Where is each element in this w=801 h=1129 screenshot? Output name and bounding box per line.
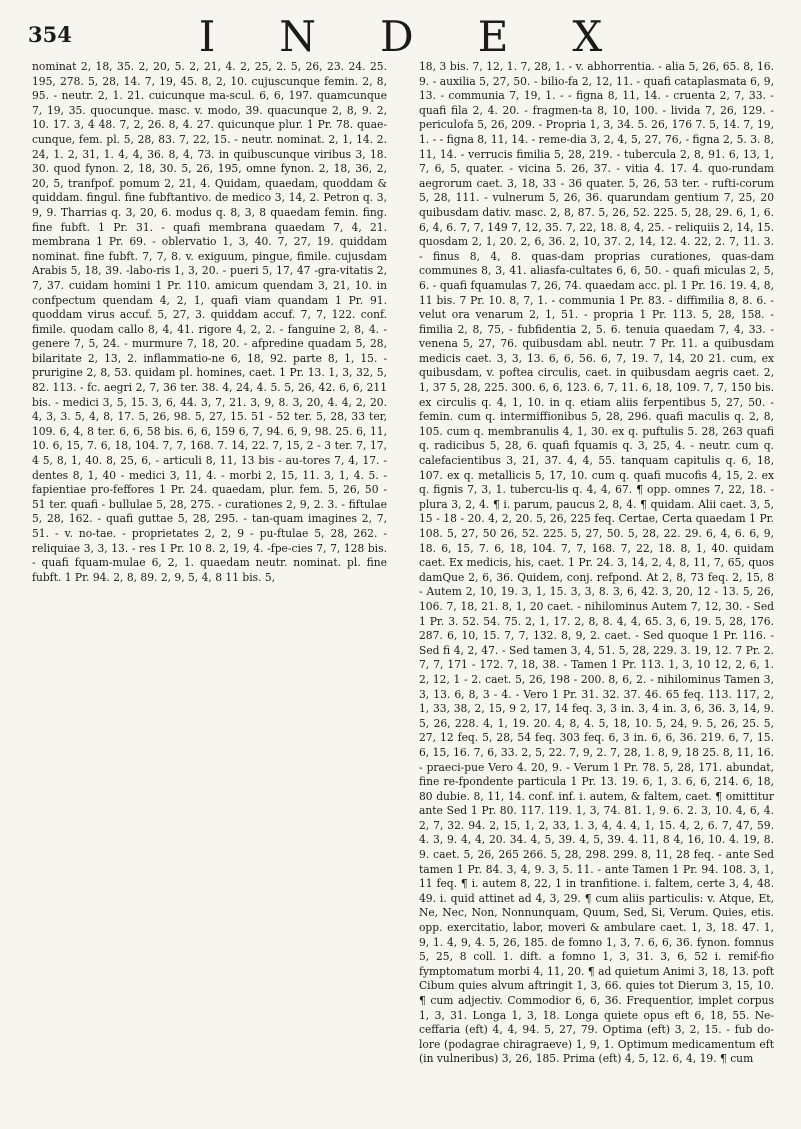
right-column-text: 18, 3 bis. 7, 12, 1. 7, 28, 1. - v. abhorrentia. - alia 5, 26, 65. 8, 16. 9. - auxilia 5, 27, 50. - bilio-fa 2, 12, 11. - quafi cataplasmata 6, 9, 13. - communia 7, 19, 1. - - figna 8, 11, 14. - cruenta 2, 7, 33. - quafi fila 2, 4. 20. - fragmen-ta 8, 10, 100. - livida 7, 26, 129. - periculofa 5, 26, 209. - Propria 1, 3, 34. 5. 26, 176 7. 5, 14. 7, 19, 1. - - figna 8, 11, 14. - reme-dia 3, 2, 4, 5, 27, 76, - figna 2, 5. 3. 8, 11, 14. - verrucis fimilia 5, 28, 219. - tubercula 2, 8, 91. 6, 13, 1, 7, 6, 5, quater. - vicina 5. 26, 37. - vitia 4. 17. 4. quo-rundam aegrorum caet. 3, 18, 33 - 36 quater. 5, 26, 53 ter. - rufti-corum 5, 28, 111. - vulnerum 5, 26, 36. quarundam gentium 7, 25, 20 quibusdam dativ. masc. 2, 8, 87. 5, 26, 52. 225. 5, 28, 29. 6, 1, 6. 6, 4, 6. 7, 7, 149 7, 12, 35. 7, 22, 18. 8, 4, 25. - reliquiis 2, 14, 15. quosdam 2, 1, 20. 2, 6, 36. 2, 10, 37. 2, 14, 12. 4. 22, 2. 7, 11. 3. - finus 8, 4, 8. quas-dam proprias curationes, quas-dam communes 8, 3, 41. aliasfa-cultates 6, 6, 50. - quafi miculas 2, 5, 6. - quafi fquamulas 7, 26, 74. quaedam acc. pl. 1 Pr. 16. 19. 4, 8, 11 bis. 7 Pr. 10. 8, 7, 1. - communia 1 Pr. 83. - diffimilia 8, 8. 6. - velut ora venarum 2, 1, 51. - propria 1 Pr. 113. 5, 28, 158. - fimilia 2, 8, 75, - fubfidentia 2, 5. 6. tenuia quaedam 7, 4, 33. - venena 5, 27, 76. quibusdam abl. neutr. 7 Pr. 11. a quibusdam medicis caet. 3, 3, 13. 6, 6, 56. 6, 7, 19. 7, 14, 20 21. cum, ex quibusdam, v. poftea circulis, caet. in quibusdam aegris caet. 2, 1, 37 5, 28, 225. 300. 6, 6, 123. 6, 7, 11. 6, 18, 109. 7, 7, 150 bis. ex circulis q. 4, 1, 10. in q. etiam aliis ferpentibus 5, 27, 50. - femin. cum q. intermiffionibus 5, 28, 296. quafi maculis q. 2, 8, 105. cum q. membranulis 4, 1, 30. ex q. puftulis 5. 28, 263 quafi q. radicibus 5, 28, 6. quafi fquamis q. 3, 25, 4. - neutr. cum q. calefacientibus 3, 21, 37. 4, 4, 55. tanquam capitulis q. 6, 18, 107. ex q. metallicis 5, 17, 10. cum q. quafi mucofis 4, 15, 2. ex q. fignis 7, 3, 1. tubercu-lis q. 4, 4, 67. ¶ opp. omnes 7, 22, 18. - plura 3, 2, 4. ¶ i. parum, paucus 2, 8, 4. ¶ quidam. Alii caet. 3, 5, 15 - 18 - 20. 4, 2, 20. 5, 26, 225 feq. Certae, Certa quaedam 1 Pr. 108. 5, 27, 50 26, 52. 225. 5, 27, 50. 5, 28, 22. 29. 6, 4, 6. 6, 9, 18. 6, 15, 7. 6, 18, 104. 7, 7, 168. 7, 22, 18. 8, 1, 40. quidam caet. Ex medicis, his, caet. 1 Pr. 24. 3, 14, 2, 4, 8, 11, 7, 65, quos damQue 2, 6, 36. Quidem, conj. refpond. At 2, 8, 73 feq. 2, 15, 8 - Autem 2, 10, 19. 3, 1, 15. 3, 3, 8. 3, 6, 42. 3, 20, 12 - 13. 5, 26, 106. 7, 18, 21. 8, 1, 20 caet. - nihilominus Autem 7, 12, 30. - Sed 1 Pr. 3. 52. 54. 75. 2, 1, 17. 2, 8, 8. 4, 4, 65. 3, 6, 19. 5, 28, 176. 287. 6, 10, 15. 7, 7, 132. 8, 9, 2. caet. - Sed quoque 1 Pr. 116. - Sed fi 4, 2, 47. - Sed tamen 3, 4, 51. 5, 28, 229. 3. 19, 12. 7 Pr. 2. 7, 7, 171 - 172. 7, 18, 38. - Tamen 1 Pr. 113. 1, 3, 10 12, 2, 6, 1. 2, 12, 1 - 2. caet. 5, 26, 198 - 200. 8, 6, 2. - nihilominus Tamen 3, 3, 13. 6, 8, 3 - 4. - Vero 1 Pr. 31. 32. 37. 46. 65 feq. 113. 117, 2, 1, 33, 38, 2, 15, 9 2, 17, 14 feq. 3, 3 in. 3, 4 in. 3, 6, 36. 3, 14, 9. 5, 26, 228. 4, 1, 19. 20. 4, 8, 4. 5, 18, 10. 5, 24, 9. 5, 26, 25. 5, 27, 12 feq. 5, 28, 54 feq. 303 feq. 6, 3 in. 6, 6, 36. 219. 6, 7, 15. 6, 15, 16. 7, 6, 33. 2, 5, 22. 7, 9, 2. 7, 28, 1. 8, 9, 18 25. 8, 11, 16. - praeci-pue Vero 4. 20, 9. - Verum 1 Pr. 78. 5, 28, 171. abundat, fine re-fpondente particula 1 Pr. 13. 19. 6, 1, 3. 6, 6, 214. 6, 18, 80 dubie. 8, 11, 14. conf. inf. i. autem, & faltem, caet. ¶ omittitur ante Sed 1 Pr. 80. 117. 119. 1, 3, 74. 81. 1, 9. 6. 2. 3, 10. 4, 6, 4. 2, 7, 32. 94. 2, 15, 1, 2, 33, 1. 3, 4, 4. 4, 1, 15. 4, 2, 6. 7, 47, 59. 4. 3, 9. 4, 4, 20. 34. 4, 5, 39. 4, 5, 39. 4. 11, 8 4, 16, 10. 4. 19, 8. 9. caet. 5, 26, 265 266. 5, 28, 298. 299. 8, 11, 28 feq. - ante Sed tamen 1 Pr. 84. 3, 4, 9. 3, 5. 11. - ante Tamen 1 Pr. 94. 108. 3, 1, 11 feq. ¶ i. autem 8, 22, 1 in tranfitione. i. faltem, certe 3, 4, 48. 49. i. quid attinet ad 4, 3, 29. ¶ cum aliis particulis: v. Atque, Et, Ne, Nec, Non, Nonnunquam, Quum, Sed, Si, Verum. Quies, etis. opp. exercitatio, labor, moveri & ambulare caet. 1, 3, 18. 47. 1, 9, 1. 4, 9, 4. 5, 26, 185. de fomno 1, 3, 7. 6, 6, 36. fynon. fomnus 5, 25, 8 coll. 1. dift. a fomno 1, 3, 31. 3, 6, 52 i. remif-fio fymptomatum morbi 4, 11, 20. ¶ ad quietum Animi 3, 18, 13. poft Cibum quies alvum aftringit 1, 3, 66. quies tot Dierum 3, 15, 10. ¶ cum adjectiv. Commodior 6, 6, 36. Frequentior, implet corpus 1, 3, 31. Longa 1, 3, 18. Longa quiete opus eft 6, 18, 55. Ne-ceffaria (eft) 4, 4, 94. 5, 27, 79. Optima (eft) 3, 2, 15. - fub do-lore (podagrae chiragraeve) 1, 9, 1. Optimum medicamentum eft (in vulneribus) 3, 26, 185. Prima (eft) 4, 5, 12. 6, 4, 19. ¶ cum — [419, 60, 774, 1066]
left-column-text: nominat 2, 18, 35. 2, 20, 5. 2, 21, 4. 2, 25, 2. 5, 26, 23. 24. 25. 195, 278. 5, 28, 14. 7, 19, 45. 8, 2, 10. cujuscunque femin. 2, 8, 95. - neutr. 2, 1. 21. cuicunque ma-scul. 6, 6, 197. quamcunque 7, 19, 35. quocunque. masc. v. modo, 39. quacunque 2, 8, 9. 2, 10. 17. 3, 4 48. 7, 2, 26. 8, 4. 27. quicunque plur. 1 Pr. 78. quae-cunque, fem. pl. 5, 28, 83. 7, 22, 15. - neutr. nominat. 2, 1, 14. 2. 24, 1. 2, 31, 1. 4, 4, 36. 8, 4, 73. in quibuscunque viribus 3, 18. 30. quod fynon. 2, 18, 30. 5, 26, 195, omne fynon. 2, 18, 36, 2, 20, 5, tranfpof. pomum 2, 21, 4. Quidam, quaedam, quoddam & quiddam. fingul. fine fubftantivo. de medico 3, 14, 2. Petron q. 3, 9, 9. Tharrias q. 3, 20, 6. modus q. 8, 3, 8 quaedam femin. fing. fine fubft. 1 Pr. 31. - quafi membrana quaedam 7, 4, 21. membrana 1 Pr. 69. - oblervatio 1, 3, 40. 7, 27, 19. quiddam nominat. fine fubft. 7, 7, 8. v. exiguum, pingue, fimile. cujusdam Arabis 5, 18, 39. -labo-ris 1, 3, 20. - pueri 5, 17, 47 -gra-vitatis 2, 7, 37. cuidam homini 1 Pr. 110. amicum quendam 3, 21, 10. in confpectum quendam 4, 2, 1, quafi viam quandam 1 Pr. 91. quoddam virus accuf. 5, 27, 3. quiddam accuf. 7, 7, 122. conf. fimile. quodam callo 8, 4, 41. rigore 4, 2, 2. - fanguine 2, 8, 4. - genere 7, 5, 24. - murmure 7, 18, 20. - afpredine quadam 5, 28, bilaritate 2, 13, 2. inflammatio-ne 6, 18, 92. parte 8, 1, 15. - prurigine 2, 8, 53. quidam pl. homines, caet. 1 Pr. 13. 1, 3, 32, 5, 82. 113. - fc. aegri 2, 7, 36 ter. 38. 4, 24, 4. 5. 5, 26, 42. 6, 6, 211 bis. - medici 3, 5, 15. 3, 6, 44. 3, 7, 21. 3, 9, 8. 3, 20, 4. 4, 2, 20. 4, 3, 3. 5, 4, 8, 17. 5, 26, 98. 5, 27, 15. 51 - 52 ter. 5, 28, 33 ter, 109. 6, 4, 8 ter. 6, 6, 58 bis. 6, 6, 159 6, 7, 94. 6, 9, 98. 25. 6, 11, 10. 6, 15, 7. 6, 18, 104. 7, 7, 168. 7. 14, 22. 7, 15, 2 - 3 ter. 7, 17, 4 5, 8, 1, 40. 8, 25, 6, - articuli 8, 11, 13 bis - au-tores 7, 4, 17. - dentes 8, 1, 40 - medici 3, 11, 4. - morbi 2, 15, 11. 3, 1, 4. 5. - fapientiae pro-feffores 1 Pr. 24. quaedam, plur. fem. 5, 26, 50 - 51 ter. quafi - bullulae 5, 28, 275. - curationes 2, 9, 2. 3. - fiftulae 5, 28, 162. - quafi guttae 5, 28, 295. - tan-quam imagines 2, 7, 51. - v. no-tae. - proprietates 2, 2, 9 - pu-ftulae 5, 28, 262. - reliquiae 3, 3, 13. - res 1 Pr. 10 8. 2, 19, 4. -fpe-cies 7, 7, 128 bis. - quafi fquam-mulae 6, 2, 1. quaedam neutr. nominat. pl. fine fubft. 1 Pr. 94. 2, 8, 89. 2, 9, 5, 4, 8 11 bis. 5, — [32, 60, 387, 584]
index-columns — [32, 60, 774, 1122]
right-column — [419, 60, 774, 1120]
page-header — [0, 12, 801, 61]
running-head: INDEX — [198, 12, 667, 61]
left-column — [32, 60, 387, 1120]
page-number: 354 — [28, 22, 72, 47]
